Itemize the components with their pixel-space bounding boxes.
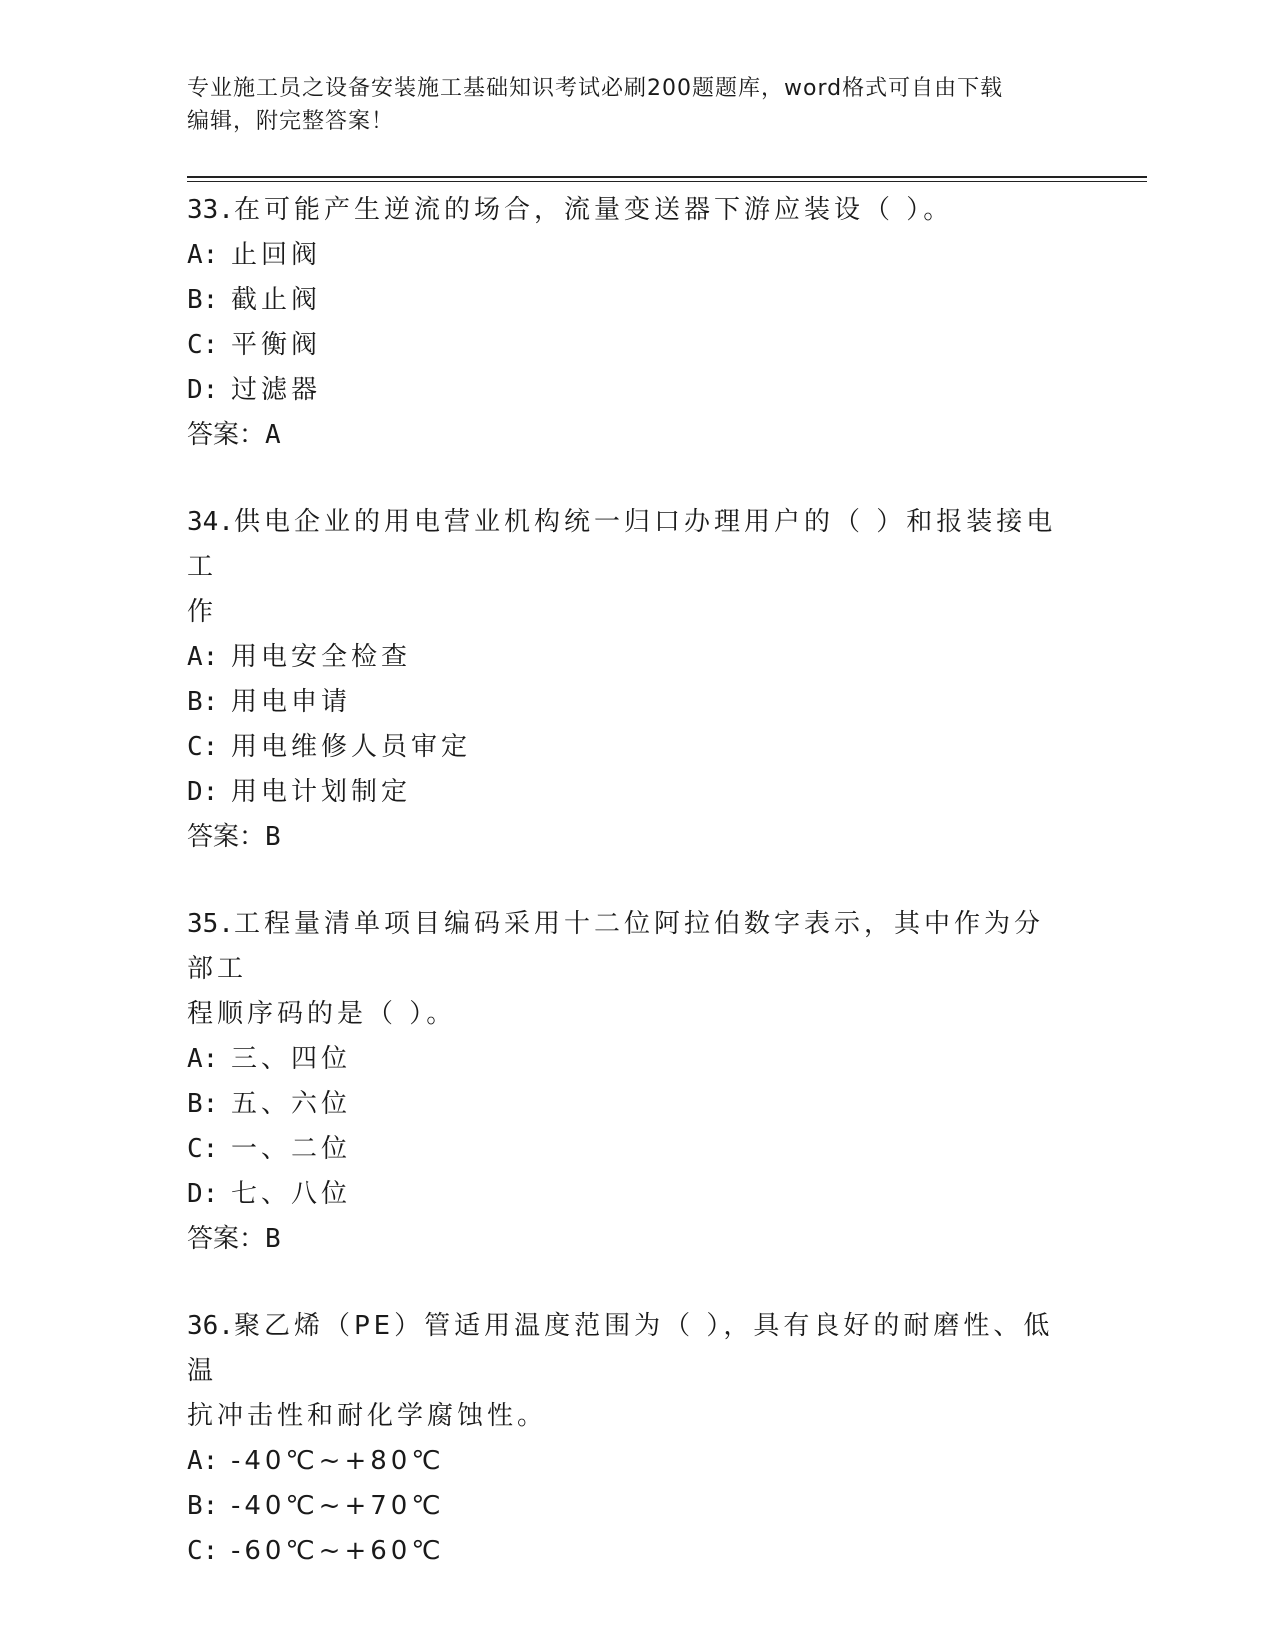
- option-text: 三、四位: [231, 1044, 352, 1074]
- question-stem: [187, 500, 1067, 590]
- option-key: B:: [187, 1089, 219, 1119]
- option-text: 止回阀: [231, 240, 322, 270]
- answer-value: A: [265, 420, 281, 450]
- option-text: 五、六位: [231, 1089, 352, 1119]
- question-list: [187, 188, 1067, 1616]
- option-text: 用电计划制定: [231, 777, 412, 807]
- option-text: 用电维修人员审定: [231, 732, 472, 762]
- question-text: 在可能产生逆流的场合，流量变送器下游应装设（ ）。: [233, 195, 954, 225]
- option-key: A:: [187, 1446, 219, 1476]
- option-a: [187, 233, 1067, 278]
- option-d: [187, 770, 1067, 815]
- option-b: [187, 278, 1067, 323]
- option-b: [187, 1082, 1067, 1127]
- question-stem-continued: [187, 992, 1067, 1037]
- option-key: C:: [187, 1134, 219, 1164]
- answer-line: [187, 413, 1067, 458]
- question-number: 36.: [187, 1311, 234, 1341]
- header-line-2: 编辑，附完整答案！: [187, 109, 395, 134]
- option-key: A:: [187, 240, 219, 270]
- option-c: [187, 1127, 1067, 1172]
- question-text-line-1: 聚乙烯（PE）管适用温度范围为（ ），具有良好的耐磨性、低温: [187, 1311, 1054, 1386]
- answer-line: [187, 815, 1067, 860]
- option-key: C:: [187, 732, 219, 762]
- question-33: [187, 188, 1067, 458]
- option-key: A:: [187, 1044, 219, 1074]
- question-number: 34.: [187, 507, 234, 537]
- question-stem-continued: [187, 590, 1067, 635]
- option-d: [187, 368, 1067, 413]
- header-divider-thick: [187, 176, 1147, 178]
- question-text-line-2: 抗冲击性和耐化学腐蚀性。: [187, 1401, 548, 1431]
- document-header: [187, 72, 1067, 138]
- option-a: [187, 1037, 1067, 1082]
- option-text: 平衡阀: [231, 330, 322, 360]
- option-text: 用电申请: [231, 687, 352, 717]
- header-line-1: 专业施工员之设备安装施工基础知识考试必刷200题题库，word格式可自由下载: [187, 76, 1004, 101]
- question-text-line-1: 工程量清单项目编码采用十二位阿拉伯数字表示，其中作为分部工: [187, 909, 1044, 984]
- question-stem-continued: [187, 1394, 1067, 1439]
- option-d: [187, 1172, 1067, 1217]
- option-a: [187, 1439, 1067, 1484]
- question-text-line-2: 作: [187, 597, 218, 627]
- option-key: D:: [187, 777, 219, 807]
- option-b: [187, 1484, 1067, 1529]
- option-c: [187, 725, 1067, 770]
- question-text-line-2: 程顺序码的是（ ）。: [187, 999, 457, 1029]
- option-key: B:: [187, 285, 219, 315]
- question-number: 33.: [187, 195, 234, 225]
- option-b: [187, 680, 1067, 725]
- option-key: B:: [187, 1491, 219, 1521]
- answer-value: B: [265, 1224, 281, 1254]
- option-key: D:: [187, 1179, 219, 1209]
- question-stem: [187, 188, 1067, 233]
- option-text: 用电安全检查: [231, 642, 412, 672]
- question-number: 35.: [187, 909, 234, 939]
- option-text: 过滤器: [231, 375, 322, 405]
- option-text: -60℃~+60℃: [231, 1536, 445, 1566]
- question-36: [187, 1304, 1067, 1574]
- option-key: A:: [187, 642, 219, 672]
- option-c: [187, 1529, 1067, 1574]
- question-stem: [187, 902, 1067, 992]
- answer-label: 答案：: [187, 1224, 266, 1254]
- answer-label: 答案：: [187, 420, 266, 450]
- option-key: C:: [187, 1536, 219, 1566]
- option-text: 一、二位: [231, 1134, 352, 1164]
- option-key: C:: [187, 330, 219, 360]
- option-text: 七、八位: [231, 1179, 352, 1209]
- question-stem: [187, 1304, 1067, 1394]
- option-key: D:: [187, 375, 219, 405]
- answer-value: B: [265, 822, 281, 852]
- question-35: [187, 902, 1067, 1262]
- option-c: [187, 323, 1067, 368]
- question-text-line-1: 供电企业的用电营业机构统一归口办理用户的（ ）和报装接电工: [187, 507, 1057, 582]
- option-text: -40℃~+80℃: [231, 1446, 445, 1476]
- answer-label: 答案：: [187, 822, 266, 852]
- option-key: B:: [187, 687, 219, 717]
- header-divider-thin: [187, 181, 1147, 182]
- question-34: [187, 500, 1067, 860]
- option-a: [187, 635, 1067, 680]
- option-text: -40℃~+70℃: [231, 1491, 445, 1521]
- answer-line: [187, 1217, 1067, 1262]
- option-text: 截止阀: [231, 285, 322, 315]
